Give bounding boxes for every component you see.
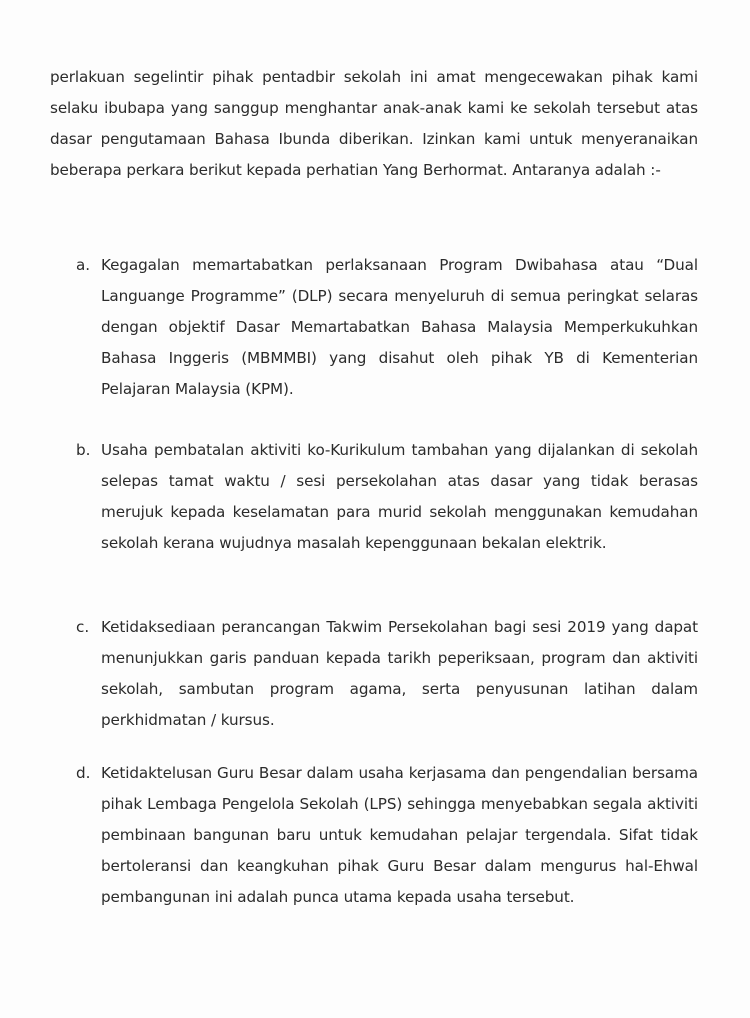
list-item-letter: a. — [76, 256, 91, 274]
list-item-text: Ketidaksediaan perancangan Takwim Persekolahan bagi sesi 2019 yang dapat menunjukkan garis panduan kepada tarikh peperiksaan, program dan aktiviti sekolah, sambutan program agama, serta penyusunan latihan dalam perkhidmatan / kursus. — [101, 618, 698, 729]
list-item-letter: d. — [76, 764, 91, 782]
list-item-text: Usaha pembatalan aktiviti ko-Kurikulum tambahan yang dijalankan di sekolah selepas tamat waktu / sesi persekolahan atas dasar yang tidak berasas merujuk kepada keselamatan para murid sekolah menggunakan kemudahan sekolah kerana wujudnya masalah kepenggunaan bekalan elektrik. — [101, 441, 698, 552]
list-item-text: Ketidaktelusan Guru Besar dalam usaha kerjasama dan pengendalian bersama pihak Lembaga Pengelola Sekolah (LPS) sehingga menyebabkan segala aktiviti pembinaan bangunan baru untuk kemudahan pelajar tergendala. Sifat tidak bertoleransi dan keangkuhan pihak Guru Besar dalam mengurus hal-Ehwal pembangunan ini adalah punca utama kepada usaha tersebut. — [101, 764, 698, 906]
intro-paragraph: perlakuan segelintir pihak pentadbir sekolah ini amat mengecewakan pihak kami selaku ibubapa yang sanggup menghantar anak-anak kami ke sekolah tersebut atas dasar pengutamaan Bahasa Ibunda diberikan. Izinkan kami untuk menyeranaikan beberapa perkara berikut kepada perhatian Yang Berhormat. Antaranya adalah :- — [50, 68, 698, 179]
list-item-text: Kegagalan memartabatkan perlaksanaan Program Dwibahasa atau “Dual Languange Programme” (DLP) secara menyeluruh di semua peringkat selaras dengan objektif Dasar Memartabatkan Bahasa Malaysia Memperkukuhkan Bahasa Inggeris (MBMMBI) yang disahut oleh pihak YB di Kementerian Pelajaran Malaysia (KPM). — [101, 256, 698, 398]
list-item-letter: c. — [76, 618, 90, 636]
list-item-letter: b. — [76, 441, 91, 459]
